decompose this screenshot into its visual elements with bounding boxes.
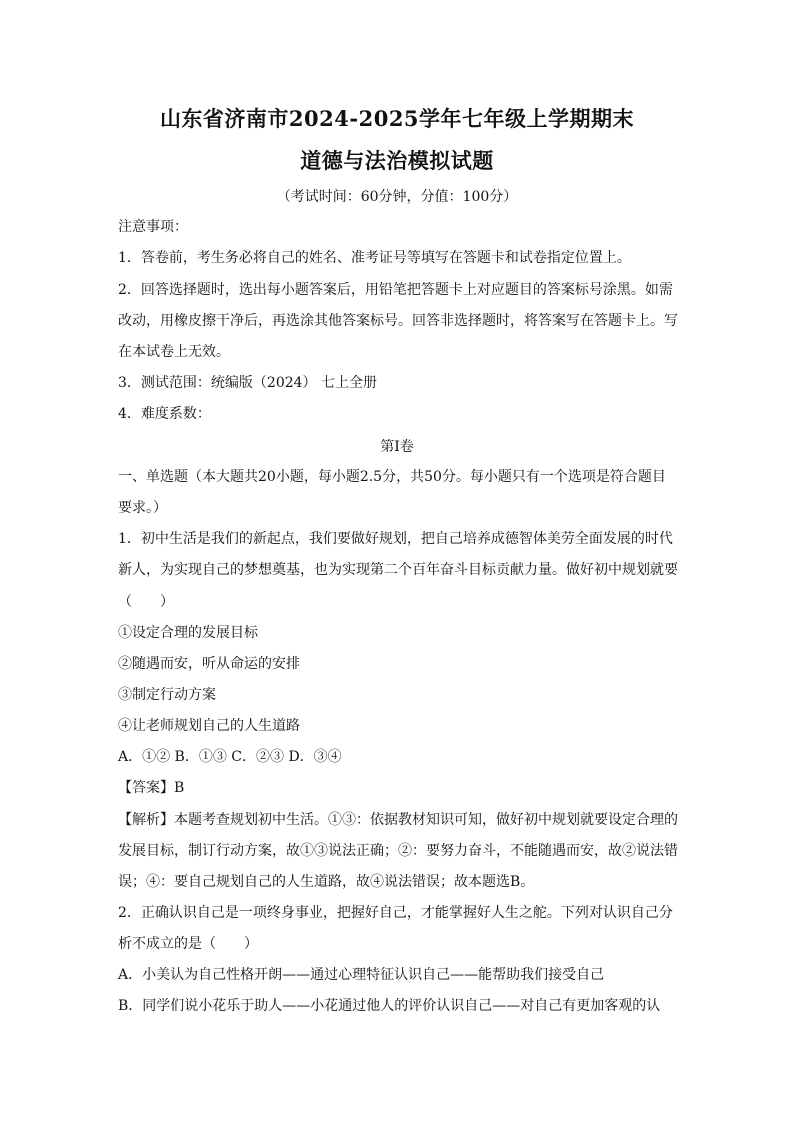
part-heading: 要求。） — [118, 500, 167, 516]
exam-info: （考试时间：60分钟，分值：100分） — [276, 189, 518, 205]
question-1-analysis: 【解析】本题考查规划初中生活。①③：依据教材知识可知，做好初中规划就要设定合理的 — [118, 812, 678, 828]
note-line: 4．难度系数： — [118, 406, 211, 422]
section-title: 第Ⅰ卷 — [380, 439, 414, 455]
question-1-answer: 【答案】B — [118, 780, 185, 796]
question-2-option-a: A．小美认为自己性格开朗——通过心理特征认识自己——能帮助我们接受自己 — [118, 967, 605, 983]
note-line: 在本试卷上无效。 — [118, 344, 230, 360]
question-1-analysis: 误；④：要自己规划自己的人生道路，故④说法错误；故本题选B。 — [118, 874, 535, 890]
part-heading: 一、单选题（本大题共20小题，每小题2.5分，共50分。每小题只有一个选项是符合题目 — [118, 469, 666, 485]
doc-title: 山东省济南市2024-2025学年七年级上学期期末 — [159, 106, 635, 131]
question-1-options: A．①② B．①③ C．②③ D．③④ — [118, 749, 342, 765]
question-1-item: ①设定合理的发展目标 — [118, 625, 258, 641]
doc-subject-title: 道德与法治模拟试题 — [300, 148, 494, 173]
question-1-item: ②随遇而安，听从命运的安排 — [118, 656, 300, 672]
question-1-blank: （ ） — [118, 594, 174, 610]
question-2-stem: 2．正确认识自己是一项终身事业，把握好自己，才能掌握好人生之舵。下列对认识自己分 — [118, 905, 673, 921]
question-2-option-b: B．同学们说小花乐于助人——小花通过他人的评价认识自己——对自己有更加客观的认 — [118, 998, 661, 1014]
question-1-stem: 新人，为实现自己的梦想奠基，也为实现第二个百年奋斗目标贡献力量。做好初中规划就要 — [118, 562, 678, 578]
question-1-item: ④让老师规划自己的人生道路 — [118, 718, 300, 734]
notes-heading: 注意事项： — [118, 219, 188, 235]
note-line: 2．回答选择题时，选出每小题答案后，用铅笔把答题卡上对应题目的答案标号涂黑。如需 — [118, 282, 673, 298]
question-2-stem: 析不成立的是（ ） — [118, 936, 258, 952]
question-1-item: ③制定行动方案 — [118, 687, 216, 703]
question-1-stem: 1．初中生活是我们的新起点，我们要做好规划，把自己培养成德智体美劳全面发展的时代 — [118, 531, 673, 547]
note-line: 改动，用橡皮擦干净后，再选涂其他答案标号。回答非选择题时，将答案写在答题卡上。写 — [118, 313, 678, 329]
question-1-analysis: 发展目标，制订行动方案，故①③说法正确；②：要努力奋斗，不能随遇而安，故②说法错 — [118, 843, 678, 859]
note-line: 3．测试范围：统编版（2024） 七上全册 — [118, 375, 377, 391]
note-line: 1．答卷前，考生务必将自己的姓名、准考证号等填写在答题卡和试卷指定位置上。 — [118, 250, 631, 266]
